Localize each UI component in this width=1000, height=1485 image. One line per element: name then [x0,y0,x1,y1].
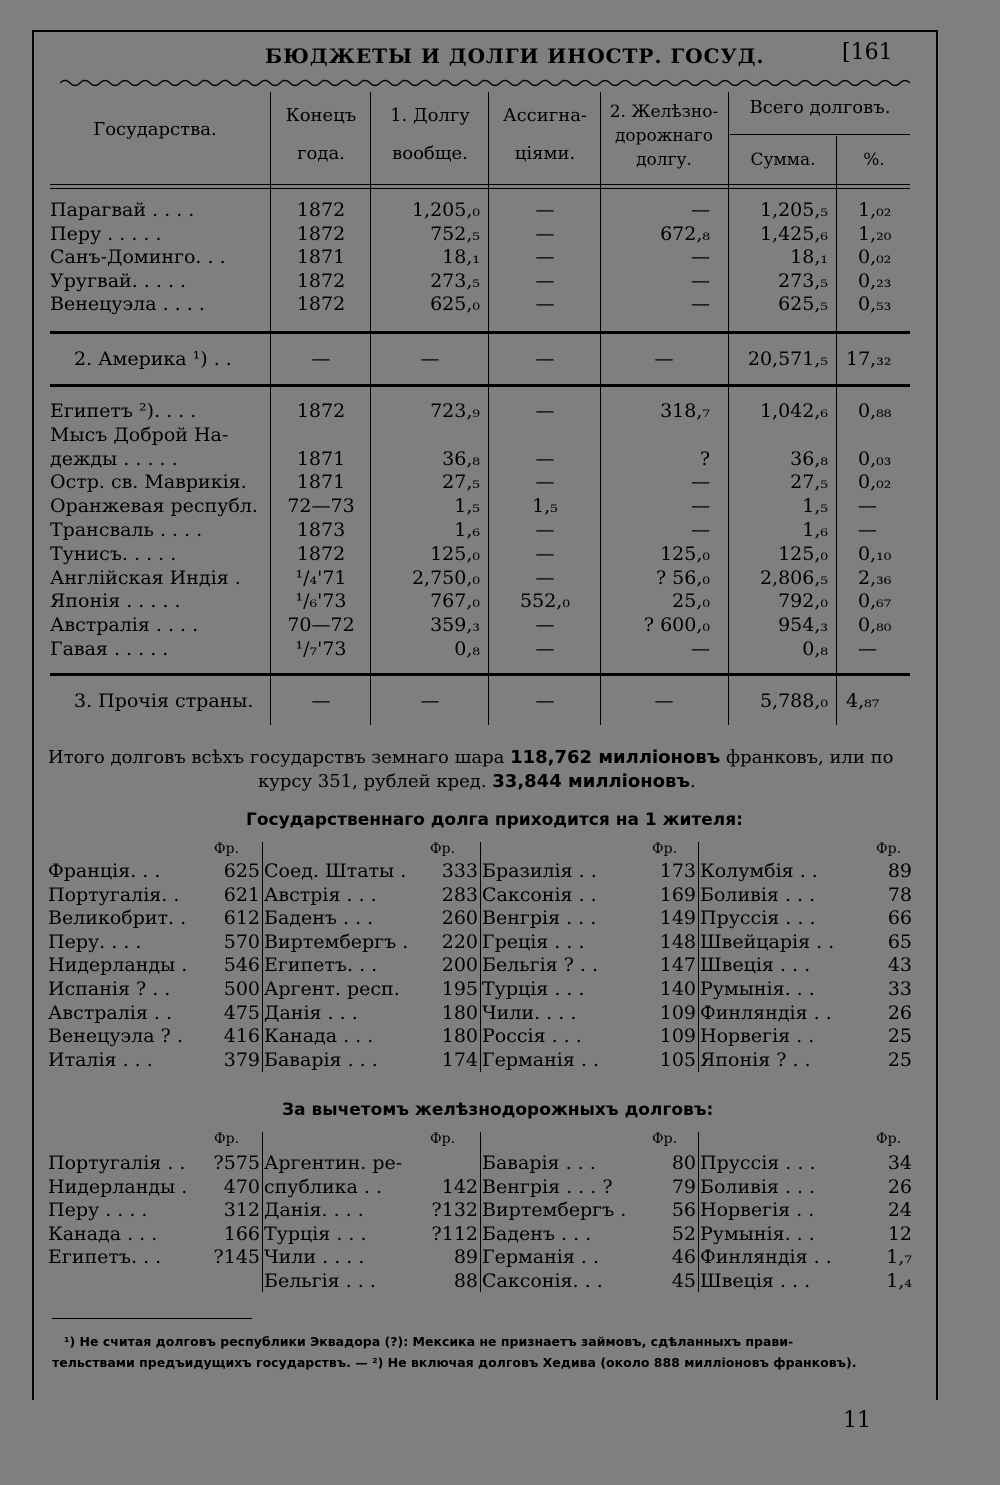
country-value: 25 [887,1048,912,1071]
row-assign: — [535,542,555,565]
row-debt: 1,205,₀ [411,199,480,221]
row-assign: — [535,246,555,268]
country-value: 612 [223,907,260,930]
row-sum: 18,₁ [790,246,828,268]
row-rail: — [691,495,710,518]
row-other-rail: — [654,690,674,712]
country-name: Финляндія . . [700,1001,832,1024]
col-rule [262,1132,263,1292]
country-value: 416 [223,1025,260,1048]
row-state-name: Оранжевая республ. [50,495,258,518]
country-value: 52 [671,1222,696,1245]
country-name: Баварія . . . [264,1048,378,1071]
row-america-debt: — [420,348,440,370]
row-america-sum: 20,571,₅ [747,348,828,370]
row-debt: 18,₁ [442,246,480,268]
row-pct: 0,₆₇ [858,590,892,613]
country-value: 1,₄ [886,1270,912,1292]
country-value: 46 [671,1246,696,1269]
row-assign: — [535,447,555,470]
row-sum: 273,₅ [778,269,828,292]
row-pct: 0,₅₃ [858,293,892,315]
country-value: 500 [223,978,260,1000]
country-value: 109 [659,1025,696,1048]
country-name: спублика . . [264,1175,383,1198]
col-header-state: Государства. [93,119,217,140]
row-assign: — [535,638,555,660]
row-state-name: Гавая . . . . . [50,638,169,660]
row-year: 72—73 [287,495,355,518]
page-number: [161 [842,40,893,65]
row-sum: 125,₀ [778,542,828,565]
row-pct: 0,₀₃ [858,447,892,470]
col-header-rail-3: долгу. [636,150,692,170]
country-value: 180 [441,1025,478,1048]
row-state-name: дежды . . . . . [50,447,178,470]
row-rail: 318,₇ [660,400,710,422]
col-header-pct: %. [863,150,885,170]
country-name: Нидерланды . [48,954,188,977]
row-assign: — [535,471,555,494]
country-value: 26 [887,1001,912,1024]
row-debt: 752,₅ [430,222,480,245]
unit-label: Фр. [652,841,678,857]
country-name: Испанія ? . . [48,978,171,1000]
row-pct: 0,₀₂ [858,246,892,268]
row-sum: 0,₈ [802,638,828,660]
country-name: Бельгія ? . . [482,954,599,977]
country-name: Аргентин. ре- [264,1152,403,1174]
row-year: 1872 [296,199,346,221]
country-name: Аргент. респ. [264,978,400,1000]
country-value: 25 [887,1025,912,1048]
row-state-name: Японія . . . . . [50,590,181,613]
country-name: Великобрит. . [48,907,187,930]
country-value: 379 [223,1048,260,1071]
country-value: ?132 [431,1199,478,1222]
row-sum: 1,042,₆ [759,400,828,422]
row-state-name: Тунисъ. . . . . [50,542,177,565]
row-state-name: Австралія . . . . [50,614,199,637]
row-state-name: Парагвай . . . . [50,199,195,221]
rule [50,331,910,334]
row-year: ¹/₇'73 [295,638,347,660]
row-debt: 723,₉ [430,400,480,422]
col-rule [480,1132,481,1292]
row-other-sum: 5,788,₀ [759,690,828,712]
country-value: 78 [887,883,912,906]
row-rail: — [691,199,710,221]
row-year: 1873 [296,519,346,541]
row-pct: — [858,638,877,660]
row-year: ¹/₆'73 [295,590,347,613]
country-name: Пруссія . . . [700,1152,816,1174]
country-name: Швеція . . . [700,954,811,977]
country-value: 174 [441,1048,478,1071]
row-year: 1872 [296,400,346,422]
row-pct: 0,₈₀ [858,614,892,637]
unit-label: Фр. [876,841,902,857]
page-title: БЮДЖЕТЫ И ДОЛГИ ИНОСТР. ГОСУД. [265,44,765,68]
country-value: 109 [659,1001,696,1024]
row-debt: 767,₀ [430,590,480,613]
footnote-line-2: тельствами предъидущихъ государствъ. — ²) Не включая долговъ Хедива (около 888 милліоновъ франковъ). [52,1355,857,1370]
country-value: 79 [671,1175,696,1198]
col-rule [488,92,489,725]
row-sum: 1,205,₅ [759,199,828,221]
col-rule [698,842,699,1072]
row-other-debt: — [420,690,440,712]
country-name: Финляндія . . [700,1246,832,1269]
summary-line1-c: франковъ, или по [720,747,894,768]
country-name: Колумбія . . [700,860,818,882]
country-name: Бельгія . . . [264,1270,376,1292]
country-value: 65 [887,930,912,953]
row-assign: 1,₅ [532,495,558,518]
country-name: Виртембергъ . [264,930,409,953]
row-debt: 273,₅ [430,269,480,292]
row-assign: — [535,519,555,541]
country-name: Канада . . . [264,1025,374,1048]
country-name: Португалія . . [48,1152,186,1174]
country-value: 33 [887,978,912,1000]
row-pct: — [858,519,877,541]
row-rail: ? 56,₀ [655,566,710,589]
row-year: 1872 [296,222,346,245]
summary-line1-b: 118,762 милліоновъ [510,747,721,768]
row-debt: 359,₃ [430,614,480,637]
country-name: Россія . . . [482,1025,582,1048]
per-capita-ex-title: За вычетомъ желѣзнодорожныхъ долговъ: [282,1100,714,1120]
row-america-year: — [311,348,331,370]
country-name: Норвегія . . [700,1025,815,1048]
col-header-debt-1: 1. Долгу [390,105,470,126]
country-name: Италія . . . [48,1048,153,1071]
row-year: 70—72 [287,614,355,637]
country-name: Боливія . . . [700,1175,816,1198]
row-state-name: Перу . . . . . [50,222,162,245]
country-value: 80 [671,1152,696,1174]
country-name: Венгрія . . . ? [482,1175,613,1198]
country-name: Норвегія . . [700,1199,815,1222]
col-rule [270,92,271,725]
row-other-year: — [311,690,331,712]
country-value: 173 [659,860,696,882]
country-value: 105 [659,1048,696,1071]
country-name: Перу. . . . [48,930,142,953]
row-rail: 125,₀ [660,542,710,565]
country-value: ?112 [431,1222,478,1245]
row-state-name: Венецуэла . . . . [50,293,205,315]
country-name: Боливія . . . [700,883,816,906]
country-name: Германія . . [482,1048,599,1071]
country-name: Баденъ . . . [482,1222,592,1245]
rule [50,673,910,676]
country-name: Японія ? . . [700,1048,811,1071]
country-value: 26 [887,1175,912,1198]
country-name: Турція . . . [264,1222,367,1245]
country-name: Нидерланды . [48,1175,188,1198]
country-name: Венецуэла ? . [48,1025,183,1048]
row-sum: 1,425,₆ [759,222,828,245]
row-state-name: Трансваль . . . . [50,519,203,541]
row-rail: — [691,246,710,268]
col-rule [836,136,837,725]
decorative-wavy-rule [60,78,910,88]
country-name: Румынія. . . [700,1222,815,1245]
row-pct: 0,₀₂ [858,471,892,494]
col-header-assign-1: Ассигна- [502,105,588,126]
country-value: 283 [441,883,478,906]
country-value: 142 [441,1175,478,1198]
row-state-name: Уругвай. . . . . [50,269,187,292]
country-name: Данія . . . [264,1001,358,1024]
rule [730,134,910,135]
row-debt: 36,₈ [442,447,480,470]
row-pct: 0,₁₀ [858,542,892,565]
row-america-rail: — [654,348,674,370]
col-header-year-2: года. [297,143,345,164]
row-debt: 27,₅ [442,471,480,494]
country-name: Венгрія . . . [482,907,597,930]
country-name: Бразилія . . [482,860,597,882]
country-name: Саксонія. . . [482,1270,603,1292]
summary-line2-c: . [689,771,696,792]
row-america-assign: — [535,348,555,370]
col-rule [698,1132,699,1292]
country-name: Баденъ . . . [264,907,374,930]
country-name: Пруссія . . . [700,907,816,930]
row-other-pct: 4,₈₇ [846,690,880,712]
country-name: Австрія . . . [264,883,377,906]
country-name: Египетъ. . . [48,1246,162,1269]
col-header-sum: Сумма. [750,150,816,170]
row-state-name: Египетъ ²). . . . [50,400,197,422]
per-capita-title: Государственнаго долга приходится на 1 жителя: [246,810,743,830]
row-sum: 1,₅ [802,495,828,518]
row-debt: 0,₈ [454,638,480,660]
country-value: 24 [887,1199,912,1222]
row-rail: — [691,293,710,315]
country-value: 195 [441,978,478,1000]
col-header-rail-2: дорожнаго [614,126,714,146]
row-assign: — [535,222,555,245]
row-rail: — [691,638,710,660]
row-state-name: Санъ-Доминго. . . [50,246,226,268]
country-name: Греція . . . [482,930,585,953]
country-value: 89 [453,1246,478,1269]
summary-line1-a: Итого долговъ всѣхъ государствъ земнаго шара [48,747,511,768]
country-name: Соед. Штаты . [264,860,407,882]
unit-label: Фр. [876,1131,902,1147]
row-sum: 625,₅ [778,293,828,315]
row-pct: 2,₃₆ [858,566,892,589]
row-year: 1872 [296,542,346,565]
country-name: Швейцарія . . [700,930,835,953]
row-rail: ? [699,447,710,470]
col-header-rail-1: 2. Желѣзно- [609,102,719,122]
row-year: 1872 [296,269,346,292]
country-value: 12 [887,1222,912,1245]
country-name: Швеція . . . [700,1270,811,1292]
row-year: ¹/₄'71 [295,566,347,589]
summary-line2-b: 33,844 милліоновъ [492,771,690,792]
country-value: 140 [659,978,696,1000]
country-value: 260 [441,907,478,930]
col-rule [728,92,729,725]
row-debt: 1,₆ [454,519,480,541]
unit-label: Фр. [430,841,456,857]
country-name: Виртембергъ . [482,1199,627,1222]
country-name: Баварія . . . [482,1152,596,1174]
row-assign: 552,₀ [520,590,570,613]
row-rail: ? 600,₀ [643,614,710,637]
col-header-year-1: Конецъ [285,105,357,126]
country-name: Канада . . . [48,1222,158,1245]
col-rule [600,92,601,725]
summary-text [48,746,918,794]
country-value: 45 [671,1270,696,1292]
country-value: 475 [223,1001,260,1024]
row-assign: — [535,566,555,589]
row-other-name: 3. Прочія страны. [74,690,254,712]
country-name: Португалія. . [48,883,180,906]
row-pct: 0,₂₃ [858,269,892,292]
col-rule [480,842,481,1072]
row-debt: 1,₅ [454,495,480,518]
col-header-total: Всего долговъ. [749,97,891,118]
row-state-name: Мысъ Доброй На- [50,423,229,446]
country-name: Чили . . . . [264,1246,365,1269]
rule [50,384,910,387]
country-value: 200 [441,954,478,977]
unit-label: Фр. [214,1131,240,1147]
country-name: Чили. . . . [482,1001,577,1024]
country-name: Турція . . . [482,978,585,1000]
country-value: ?575 [213,1152,260,1174]
rule [50,188,910,189]
unit-label: Фр. [214,841,240,857]
footnote-rule [52,1318,252,1319]
row-rail: — [691,519,710,541]
country-name: Саксонія . . [482,883,597,906]
row-sum: 27,₅ [790,471,828,494]
country-name: Египетъ. . . [264,954,378,977]
country-value: 166 [223,1222,260,1245]
row-sum: 954,₃ [778,614,828,637]
row-sum: 36,₈ [790,447,828,470]
row-year: 1871 [296,447,346,470]
country-value: 312 [223,1199,260,1222]
country-name: Перу . . . . [48,1199,148,1222]
row-rail: — [691,471,710,494]
country-value: 147 [659,954,696,977]
country-value: 570 [223,930,260,953]
country-value: 220 [441,930,478,953]
row-state-name: Остр. св. Маврикія. [50,471,247,494]
row-sum: 792,₀ [778,590,828,613]
country-name: Франція. . . [48,860,161,882]
row-assign: — [535,269,555,292]
country-name: Австралія . . [48,1001,173,1024]
bottom-page-number: 11 [843,1408,871,1433]
country-value: 169 [659,883,696,906]
country-value: 89 [887,860,912,882]
country-value: 43 [887,954,912,977]
row-year: 1872 [296,293,346,315]
row-pct: 0,₈₈ [858,400,892,422]
country-name: Данія. . . . [264,1199,364,1222]
row-debt: 125,₀ [430,542,480,565]
country-value: 180 [441,1001,478,1024]
country-value: 470 [223,1175,260,1198]
country-name: Германія . . [482,1246,599,1269]
rule [50,184,910,185]
row-other-assign: — [535,690,555,712]
unit-label: Фр. [430,1131,456,1147]
col-rule [370,92,371,725]
row-assign: — [535,199,555,221]
footnote-line-1: ¹) Не считая долговъ республики Эквадора (?): Мексика не признаетъ займовъ, сдѣланныхъ прави- [64,1334,794,1349]
country-value: 546 [223,954,260,977]
country-value: 148 [659,930,696,953]
summary-line2-a: курсу 351, рублей кред. [258,771,493,792]
row-pct: 1,₂₀ [858,222,892,245]
row-rail: — [691,269,710,292]
row-assign: — [535,614,555,637]
row-sum: 1,₆ [802,519,828,541]
row-debt: 2,750,₀ [411,566,480,589]
country-value: 34 [887,1152,912,1174]
country-value: 56 [671,1199,696,1222]
country-value: 149 [659,907,696,930]
col-rule [262,842,263,1072]
row-rail: 672,₈ [660,222,710,245]
country-value: 88 [453,1270,478,1292]
country-value: 66 [887,907,912,930]
col-header-assign-2: ціями. [514,143,576,164]
unit-label: Фр. [652,1131,678,1147]
country-value: 621 [223,883,260,906]
country-name: Румынія. . . [700,978,815,1000]
row-debt: 625,₀ [430,293,480,315]
country-value: 1,₇ [886,1246,912,1269]
country-value: 625 [223,860,260,882]
col-header-debt-2: вообще. [392,143,468,164]
row-year: 1871 [296,246,346,268]
row-state-name: Англійская Индія . [50,566,241,589]
country-value: ?145 [213,1246,260,1269]
row-pct: — [858,495,877,518]
row-sum: 2,806,₅ [759,566,828,589]
row-rail: 25,₀ [672,590,710,613]
row-assign: — [535,293,555,315]
row-year: 1871 [296,471,346,494]
row-america-name: 2. Америка ¹) . . [74,348,232,370]
row-america-pct: 17,₃₂ [846,348,892,370]
row-pct: 1,₀₂ [858,199,892,221]
country-value: 333 [441,860,478,882]
row-assign: — [535,400,555,422]
